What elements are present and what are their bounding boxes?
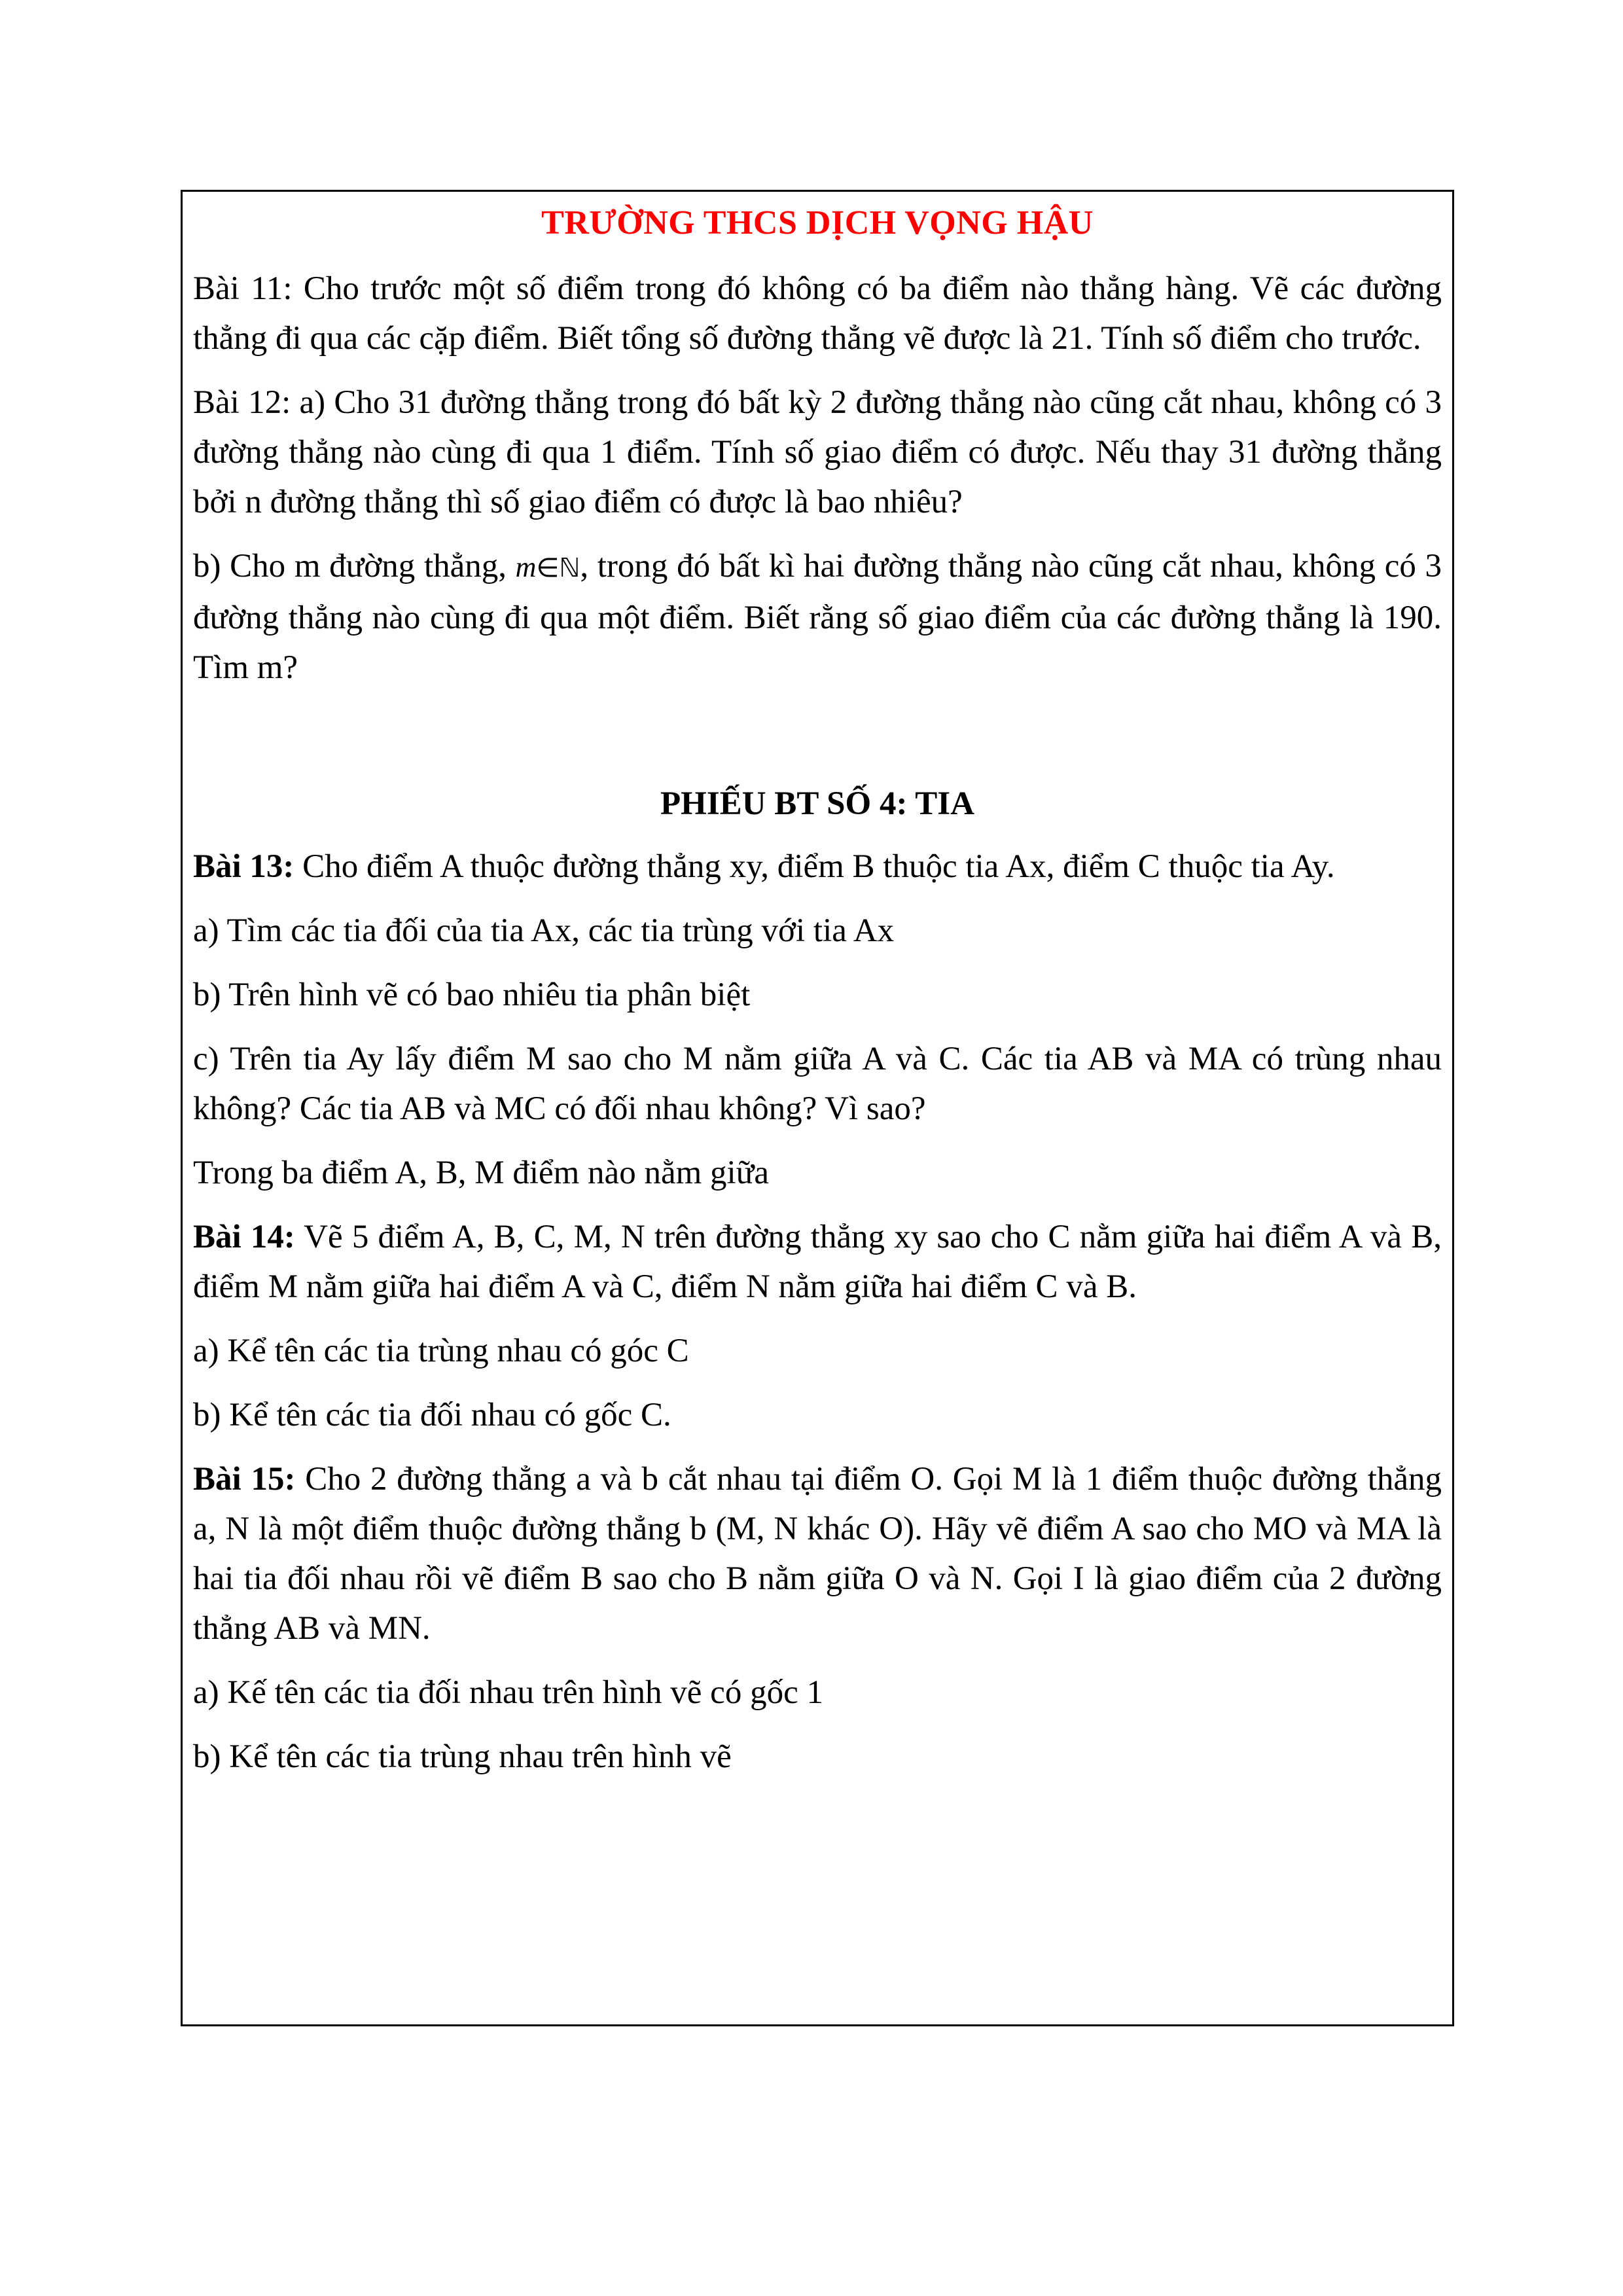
bai-14a-text: a) Kể tên các tia trùng nhau có góc C xyxy=(193,1333,689,1369)
bai-13c-text: c) Trên tia Ay lấy điểm M sao cho M nằm giữa A và C. Các tia AB và MA có trùng nhau không? Các tia AB và MC có đối nhau không? Vì sao? xyxy=(193,1041,1442,1127)
bai-13b-text: b) Trên hình vẽ có bao nhiêu tia phân biệt xyxy=(193,977,751,1013)
school-title: TRƯỜNG THCS DỊCH VỌNG HẬU xyxy=(541,204,1094,242)
bai-12b-after: , trong đó bất kì hai đường thẳng nào cũng cắt nhau, không có 3 đường thẳng nào cùng đi qua một điểm. Biết rằng số giao điểm của các đường thẳng là 190. Tìm m? xyxy=(193,548,1442,686)
bai-14b-text: b) Kể tên các tia đối nhau có gốc C. xyxy=(193,1397,671,1433)
bai-13-label: Bài 13: xyxy=(193,848,294,885)
bai-12b-text xyxy=(193,541,1442,692)
bai-15b-text: b) Kể tên các tia trùng nhau trên hình vẽ xyxy=(193,1738,732,1775)
bai-13d-text: Trong ba điểm A, B, M điểm nào nằm giữa xyxy=(193,1155,769,1191)
bai-15-body: Cho 2 đường thẳng a và b cắt nhau tại điểm O. Gọi M là 1 điểm thuộc đường thẳng a, N là một điểm thuộc đường thẳng b (M, N khác O). Hãy vẽ điểm A sao cho MO và MA là hai tia đối nhau rồi vẽ điểm B sao cho B nằm giữa O và N. Gọi I là giao điểm của 2 đường thẳng AB và MN. xyxy=(193,1461,1442,1647)
bai-14-label: Bài 14: xyxy=(193,1219,295,1255)
math-variable-m: m xyxy=(515,551,537,583)
bai-15-text xyxy=(193,1454,1442,1653)
bai-12a-text: Bài 12: a) Cho 31 đường thẳng trong đó bất kỳ 2 đường thẳng nào cũng cắt nhau, không có 3 đường thẳng nào cùng đi qua 1 điểm. Tính số giao điểm có được. Nếu thay 31 đường thẳng bởi n đường thẳng thì số giao điểm có được là bao nhiêu? xyxy=(193,384,1442,520)
content-frame xyxy=(181,190,1454,2026)
bai-13-body: Cho điểm A thuộc đường thẳng xy, điểm B thuộc tia Ax, điểm C thuộc tia Ay. xyxy=(294,848,1335,885)
bai-13a-text: a) Tìm các tia đối của tia Ax, các tia trùng với tia Ax xyxy=(193,912,895,949)
bai-14-text xyxy=(193,1212,1442,1312)
natural-numbers-symbol: ℕ xyxy=(559,553,580,583)
bai-12b-before: b) Cho m đường thẳng, xyxy=(193,548,516,584)
bai-14-body: Vẽ 5 điểm A, B, C, M, N trên đường thẳng xy sao cho C nằm giữa hai điểm A và B, điểm M nằm giữa hai điểm A và C, điểm N nằm giữa hai điểm C và B. xyxy=(193,1219,1442,1305)
element-of-symbol: ∈ xyxy=(536,553,560,583)
bai-15a-text: a) Kế tên các tia đối nhau trên hình vẽ có gốc 1 xyxy=(193,1674,823,1711)
bai-15-label: Bài 15: xyxy=(193,1461,296,1498)
bai-13-text xyxy=(193,842,1442,891)
bai-11-text: Bài 11: Cho trước một số điểm trong đó không có ba điểm nào thẳng hàng. Vẽ các đường thẳng đi qua các cặp điểm. Biết tổng số đường thẳng vẽ được là 21. Tính số điểm cho trước. xyxy=(193,270,1442,357)
section-title: PHIẾU BT SỐ 4: TIA xyxy=(660,785,974,822)
